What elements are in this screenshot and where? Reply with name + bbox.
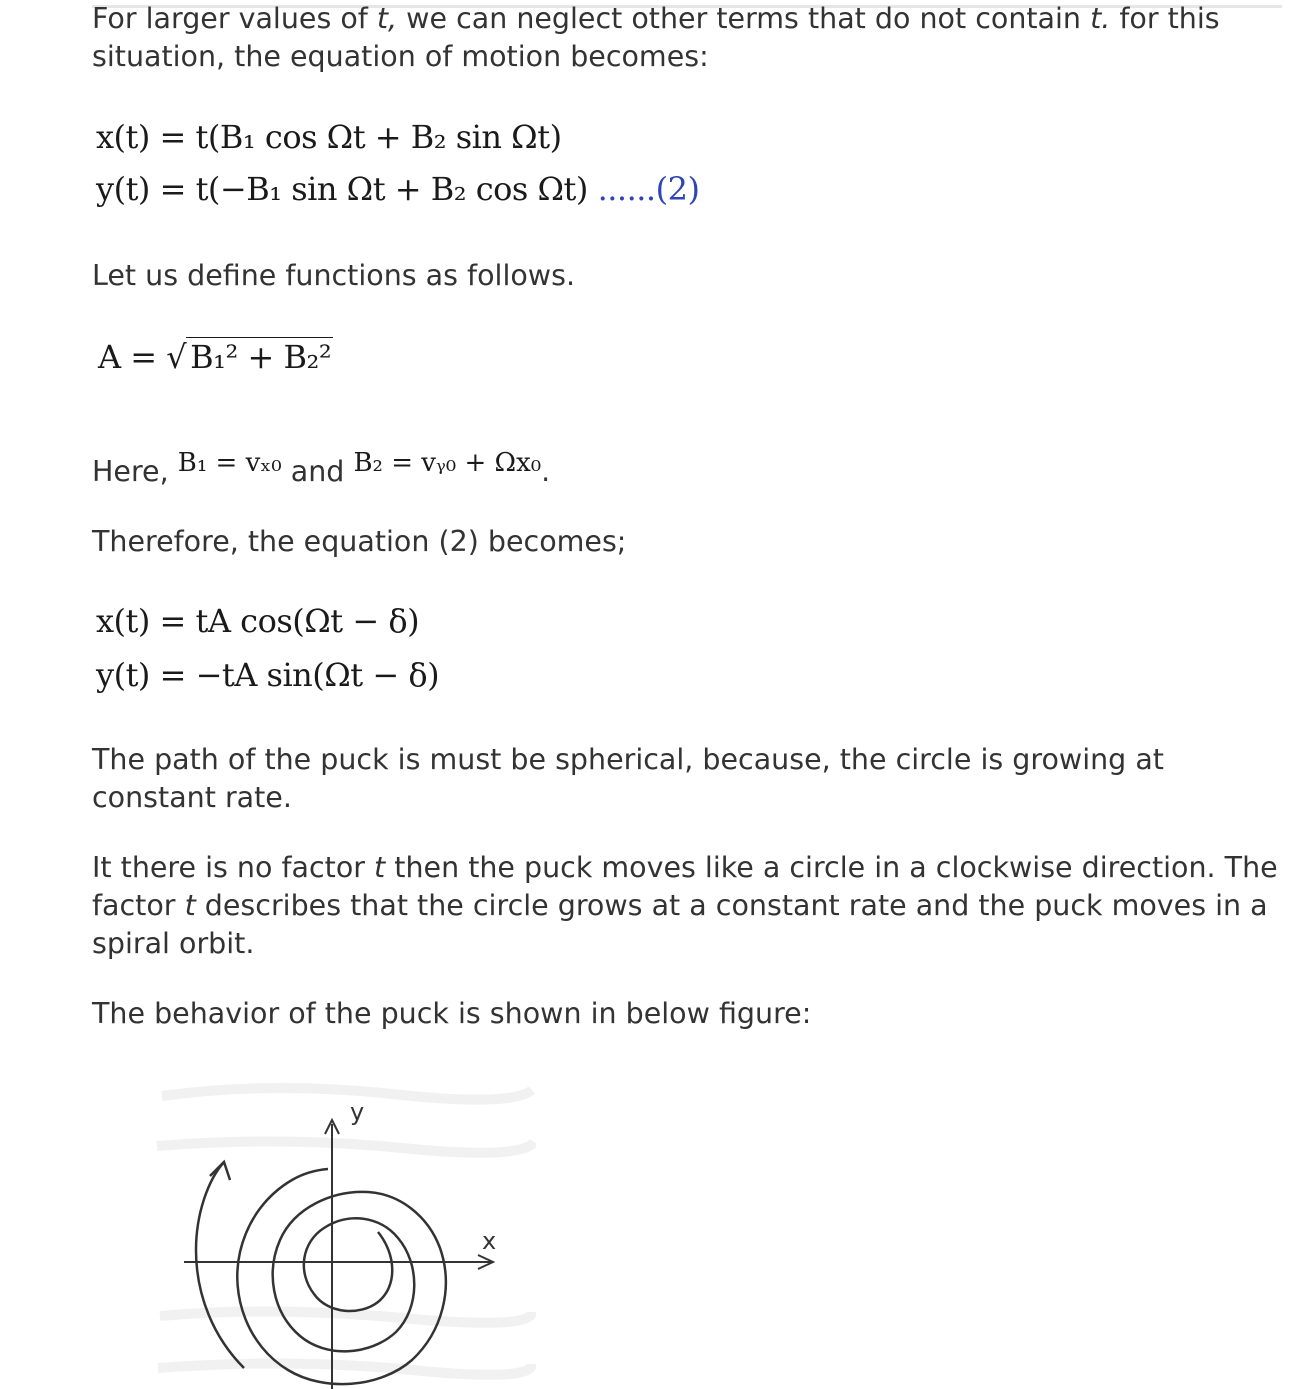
path-paragraph: The path of the puck is must be spherical, because, the circle is growing at constant rate. (92, 743, 1164, 814)
equation-y-line (96, 168, 699, 210)
factor-part1: It there is no factor (92, 851, 375, 884)
spiral-figure (152, 1076, 536, 1389)
factor-t1: t (374, 851, 386, 884)
factor-t2: t (184, 889, 196, 922)
equation-x-line: x(t) = t(B₁ cos Ωt + B₂ sin Ωt) (96, 118, 562, 156)
intro-paragraph (92, 0, 1282, 76)
intro-t1: t, (376, 2, 398, 35)
and-word: and (290, 455, 345, 488)
figure-background (152, 1076, 536, 1389)
b2-definition: B₂ = vᵧ₀ + Ωx₀ (353, 448, 542, 478)
therefore-paragraph: Therefore, the equation (2) becomes; (92, 525, 627, 558)
intro-after: for this situation, the equation of motion becomes: (92, 2, 1220, 73)
factor-part2: then the puck moves like a circle in a clockwise direction. The factor (92, 851, 1278, 922)
square-root (166, 336, 333, 378)
equation-number: ......(2) (597, 170, 700, 208)
solution-x-line: x(t) = tA cos(Ωt − δ) (96, 602, 420, 640)
solution-y-line: y(t) = −tA sin(Ωt − δ) (96, 656, 440, 694)
factor-part3: describes that the circle grows at a constant rate and the puck moves in a spiral orbit. (92, 889, 1268, 960)
behavior-paragraph: The behavior of the puck is shown in below figure: (92, 997, 812, 1030)
define-paragraph: Let us define functions as follows. (92, 259, 576, 292)
amplitude-equation (98, 336, 333, 378)
b1-definition: B₁ = vₓ₀ (177, 448, 282, 478)
y-axis-label: y (350, 1098, 365, 1126)
amplitude-lhs: A = (98, 338, 157, 376)
intro-t2: t. (1090, 2, 1111, 35)
radicand: B₁² + B₂² (186, 337, 333, 376)
intro-middle: we can neglect other terms that do not contain (397, 2, 1091, 35)
here-period: . (541, 455, 551, 488)
x-axis-label: x (482, 1227, 497, 1255)
radical-sign: √ (166, 338, 187, 376)
intro-before: For larger values of (92, 2, 377, 35)
equation-y-text: y(t) = t(−B₁ sin Ωt + B₂ cos Ωt) (96, 170, 588, 208)
factor-paragraph (92, 849, 1282, 963)
here-paragraph (92, 448, 1282, 492)
here-label: Here, (92, 455, 169, 488)
